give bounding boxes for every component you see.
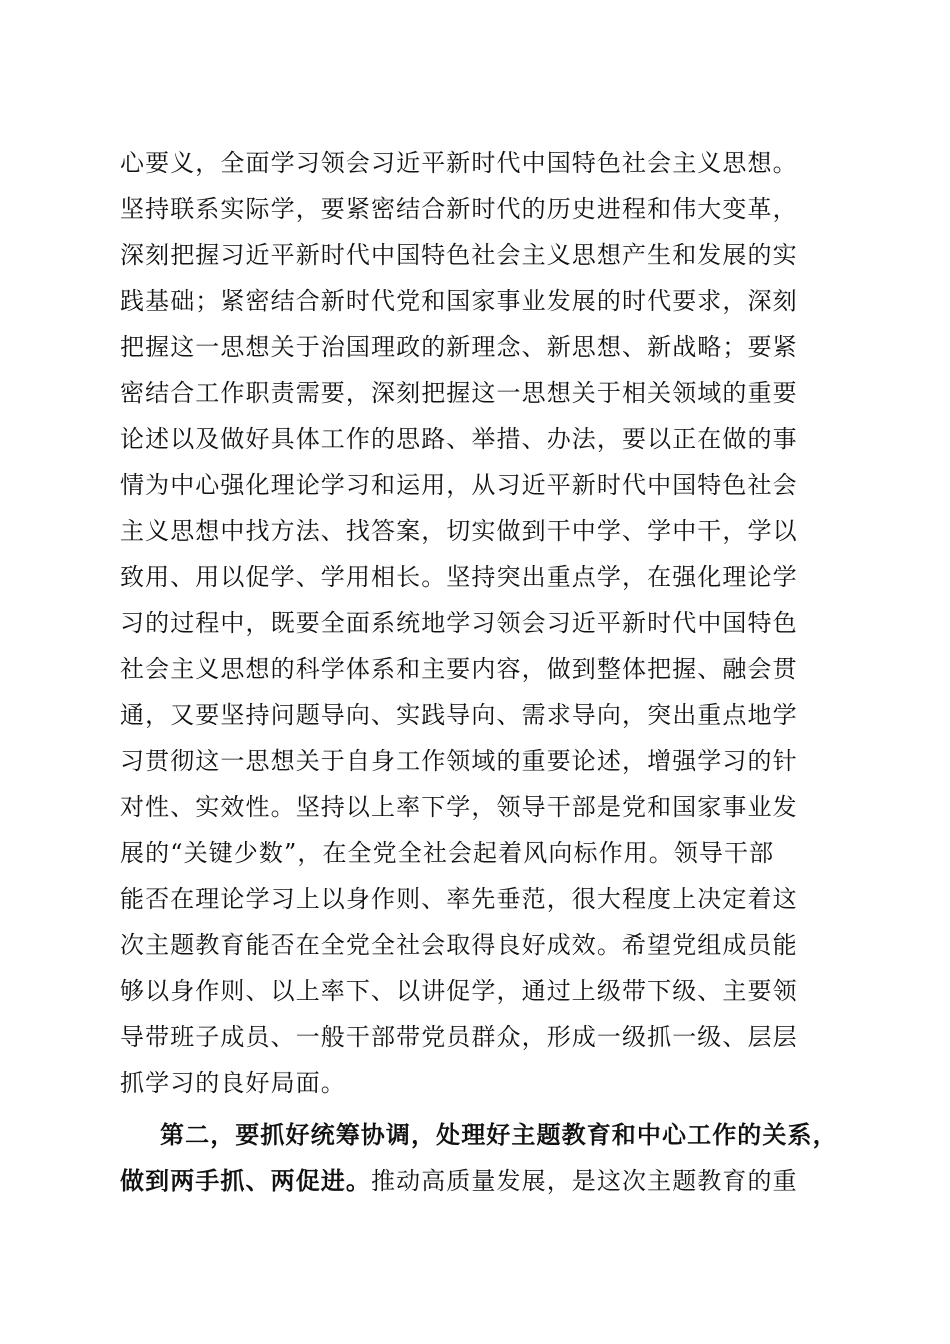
text-line: 展的“关键少数”，在全党全社会起着风向标作用。领导干部 xyxy=(120,839,775,867)
text-line: 情为中心强化理论学习和运用，从习近平新时代中国特色社会 xyxy=(120,471,798,499)
text-line: 习贯彻这一思想关于自身工作领域的重要论述，增强学习的针 xyxy=(120,747,798,775)
text-line: 习的过程中，既要全面系统地学习领会习近平新时代中国特色 xyxy=(120,609,798,637)
text-line: 对性、实效性。坚持以上率下学，领导干部是党和国家事业发 xyxy=(120,793,798,821)
text-line: 抓学习的良好局面。 xyxy=(120,1069,346,1097)
text-line: 论述以及做好具体工作的思路、举措、办法，要以正在做的事 xyxy=(120,425,798,453)
text-line: 把握这一思想关于治国理政的新理念、新思想、新战略；要紧 xyxy=(120,333,798,361)
text-line: 践基础；紧密结合新时代党和国家事业发展的时代要求，深刻 xyxy=(120,287,798,315)
text-line: 导带班子成员、一般干部带党员群众，形成一级抓一级、层层 xyxy=(120,1023,798,1051)
paragraph-heading-line: 第二，要抓好统筹协调，处理好主题教育和中心工作的关系， xyxy=(160,1120,838,1149)
text-line: 深刻把握习近平新时代中国特色社会主义思想产生和发展的实 xyxy=(120,241,798,269)
text-line: 次主题教育能否在全党全社会取得良好成效。希望党组成员能 xyxy=(120,931,798,959)
text-line: 够以身作则、以上率下、以讲促学，通过上级带下级、主要领 xyxy=(120,977,798,1005)
text-line: 通，又要坚持问题导向、实践导向、需求导向，突出重点地学 xyxy=(120,701,798,729)
paragraph-continuation-line xyxy=(120,1158,840,1204)
text-line: 致用、用以促学、学用相长。坚持突出重点学，在强化理论学 xyxy=(120,563,798,591)
text-line: 坚持联系实际学，要紧密结合新时代的历史进程和伟大变革， xyxy=(120,195,798,223)
normal-text: 推动高质量发展，是这次主题教育的重 xyxy=(371,1167,798,1195)
text-line: 主义思想中找方法、找答案，切实做到干中学、学中干，学以 xyxy=(120,517,798,545)
text-line: 心要义，全面学习领会习近平新时代中国特色社会主义思想。 xyxy=(120,149,798,177)
body-text xyxy=(120,140,840,1204)
text-line: 密结合工作职责需要，深刻把握这一思想关于相关领域的重要 xyxy=(120,379,798,407)
text-line: 能否在理论学习上以身作则、率先垂范，很大程度上决定着这 xyxy=(120,885,798,913)
text-line: 社会主义思想的科学体系和主要内容，做到整体把握、融会贯 xyxy=(120,655,798,683)
bold-lead-in: 做到两手抓、两促进。 xyxy=(120,1166,371,1195)
